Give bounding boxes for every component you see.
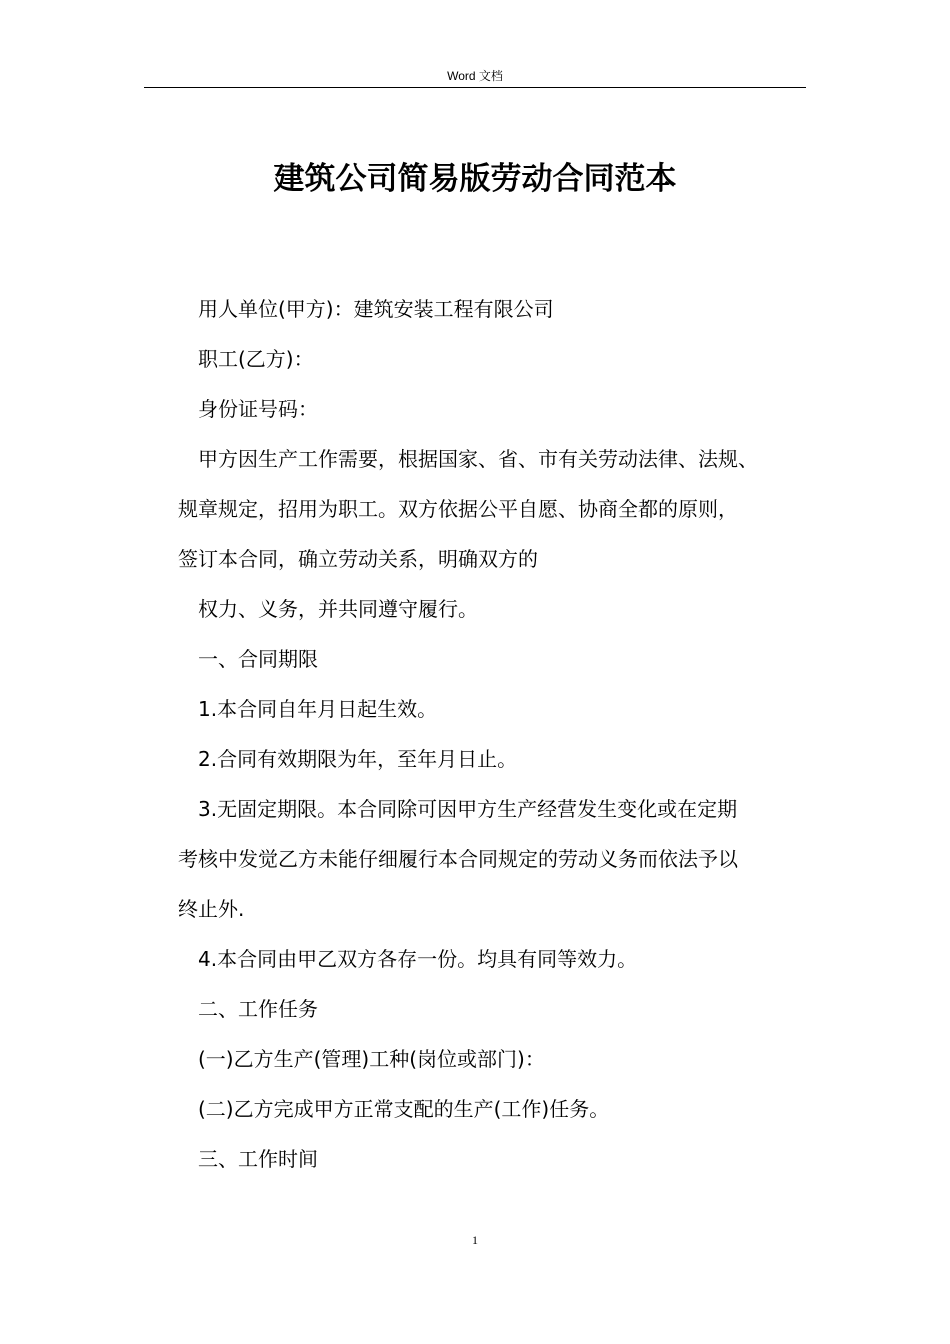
preamble-line-3: 签订本合同，确立劳动关系，明确双方的 — [178, 547, 538, 571]
tasks-item-1: (一)乙方生产(管理)工种(岗位或部门)： — [198, 1047, 545, 1071]
page-number: 1 — [472, 1233, 478, 1247]
section-heading-tasks: 二、工作任务 — [198, 997, 318, 1021]
term-clause-3-line-1: 3.无固定期限。本合同除可因甲方生产经营发生变化或在定期 — [198, 797, 738, 821]
preamble-line-4: 权力、义务，并共同遵守履行。 — [198, 597, 478, 621]
preamble-line-1: 甲方因生产工作需要，根据国家、省、市有关劳动法律、法规、 — [198, 447, 758, 471]
term-clause-3-line-2: 考核中发觉乙方未能仔细履行本合同规定的劳动义务而依法予以 — [178, 847, 738, 871]
party-b-line: 职工(乙方)： — [198, 347, 314, 371]
section-heading-term: 一、合同期限 — [198, 647, 318, 671]
id-number-line: 身份证号码： — [198, 397, 318, 421]
preamble-line-2: 规章规定，招用为职工。双方依据公平自愿、协商全都的原则， — [178, 497, 738, 521]
party-a-line: 用人单位(甲方)：建筑安装工程有限公司 — [198, 297, 554, 321]
tasks-item-2: (二)乙方完成甲方正常支配的生产(工作)任务。 — [198, 1097, 610, 1121]
document-body — [178, 284, 818, 1184]
term-clause-1: 1.本合同自年月日起生效。 — [198, 697, 438, 721]
section-heading-hours: 三、工作时间 — [198, 1147, 318, 1171]
term-clause-2: 2.合同有效期限为年，至年月日止。 — [198, 747, 518, 771]
page-header-label: Word 文档 — [447, 69, 503, 83]
header-divider — [144, 87, 806, 88]
term-clause-3-line-3: 终止外. — [178, 897, 245, 921]
term-clause-4: 4.本合同由甲乙双方各存一份。均具有同等效力。 — [198, 947, 638, 971]
document-title: 建筑公司简易版劳动合同范本 — [273, 161, 677, 197]
